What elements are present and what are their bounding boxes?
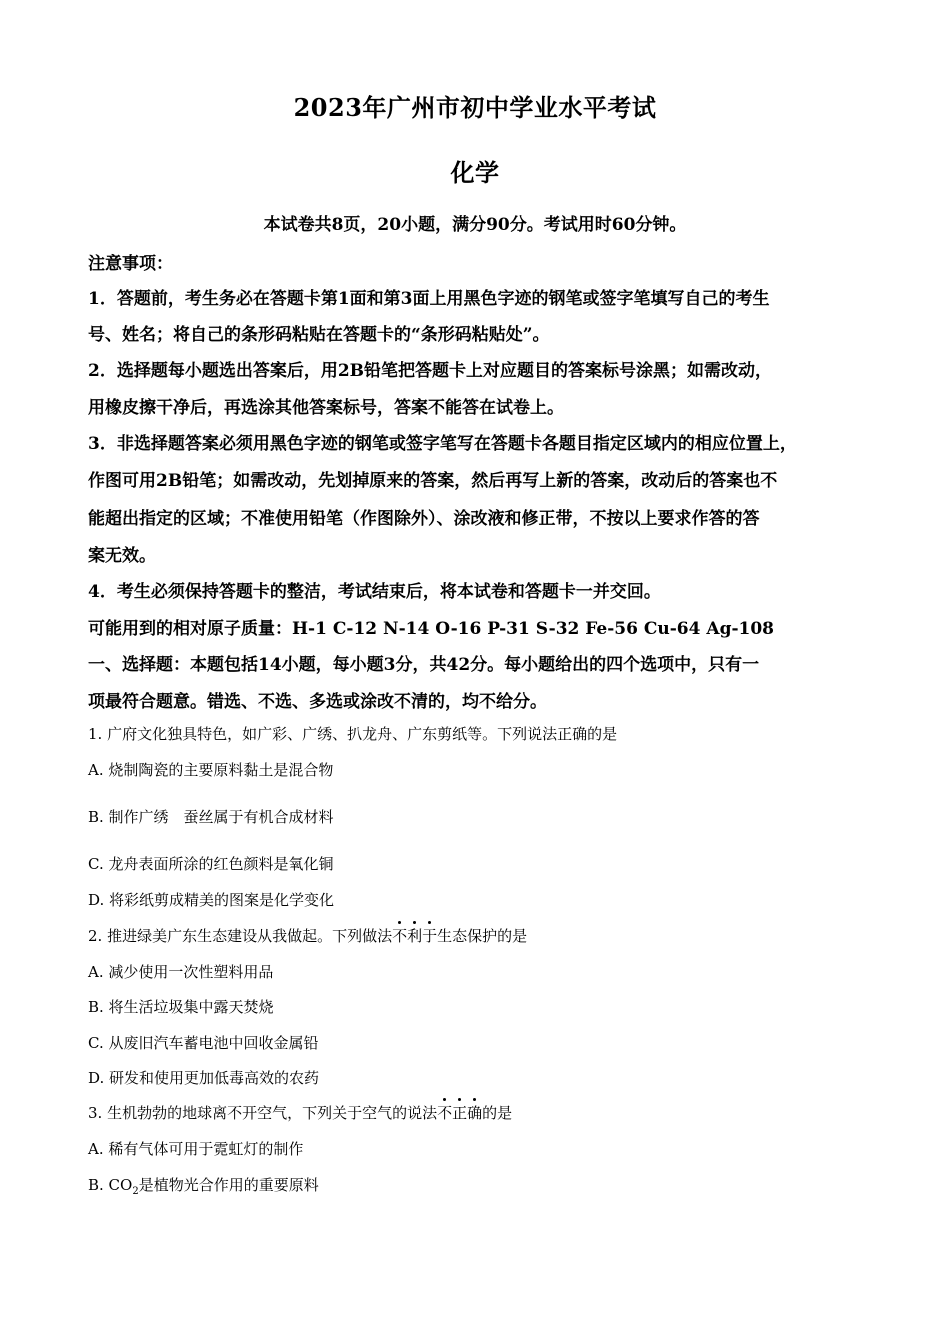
- question-2-option-d: D. 研发和使用更加低毒高效的农药: [88, 1069, 320, 1087]
- question-2-option-c: C. 从废旧汽车蓄电池中回收金属铅: [88, 1034, 319, 1052]
- question-3-stem-text: 3. 生机勃勃的地球离不开空气，下列关于空气的说法: [88, 1104, 438, 1122]
- section-instructions: 项最符合题意。错选、不选、多选或涂改不清的，均不给分。: [88, 692, 547, 712]
- note-line: 4．考生必须保持答题卡的整洁，考试结束后，将本试卷和答题卡一并交回。: [88, 582, 661, 602]
- question-3-stem: [88, 1102, 888, 1123]
- note-line: 案无效。: [88, 546, 156, 566]
- section-instructions: 一、选择题：本题包括14小题，每小题3分，共42分。每小题给出的四个选项中，只有一: [88, 655, 760, 675]
- exam-title: 2023年广州市初中学业水平考试: [293, 93, 657, 122]
- question-1-option-c: C. 龙舟表面所涂的红色颜料是氧化铜: [88, 855, 334, 873]
- notes-heading: 注意事项：: [88, 254, 173, 274]
- emphasis-char: 利: [407, 927, 423, 945]
- note-line: 号、姓名；将自己的条形码粘贴在答题卡的“条形码粘贴处”。: [88, 325, 550, 345]
- subscript: 2: [132, 1186, 139, 1197]
- question-1-option-a: A. 烧制陶瓷的主要原料黏土是混合物: [88, 761, 334, 779]
- subject-title: 化学: [450, 158, 500, 187]
- question-2-stem: [88, 925, 888, 946]
- question-2-stem-text: 2. 推进绿美广东生态建设从我做起。下列做法: [88, 927, 393, 945]
- question-1-option-d: D. 将彩纸剪成精美的图案是化学变化: [88, 891, 335, 909]
- question-1-option-b: B. 制作广绣 蚕丝属于有机合成材料: [88, 808, 334, 826]
- question-2-option-b: B. 将生活垃圾集中露天焚烧: [88, 998, 274, 1016]
- option-b-suffix: 是植物光合作用的重要原料: [138, 1176, 319, 1194]
- note-line: 1．答题前，考生务必在答题卡第1面和第3面上用黑色字迹的钢笔或签字笔填写自己的考生: [88, 289, 770, 309]
- question-2-stem-text: 生态保护的是: [437, 927, 528, 945]
- option-b-prefix: B. CO: [88, 1176, 133, 1194]
- exam-info: 本试卷共8页，20小题，满分90分。考试用时60分钟。: [263, 215, 687, 235]
- note-line: 3．非选择题答案必须用黑色字迹的钢笔或签字笔写在答题卡各题目指定区域内的相应位置上，: [88, 434, 797, 454]
- question-3-option-a: A. 稀有气体可用于霓虹灯的制作: [88, 1140, 304, 1158]
- question-2-option-a: A. 减少使用一次性塑料用品: [88, 963, 274, 981]
- question-3-option-b: [88, 1174, 888, 1195]
- question-3-stem-text: 的是: [482, 1104, 513, 1122]
- emphasis-char: 于: [422, 927, 438, 945]
- emphasis-char: 不: [392, 927, 408, 945]
- atomic-masses: 可能用到的相对原子质量：H-1 C-12 N-14 O-16 P-31 S-32 Fe-56 Cu-64 Ag-108: [88, 619, 775, 639]
- question-1-stem: 1. 广府文化独具特色，如广彩、广绣、扒龙舟、广东剪纸等。下列说法正确的是: [88, 725, 618, 743]
- note-line: 作图可用2B铅笔；如需改动，先划掉原来的答案，然后再写上新的答案，改动后的答案也不: [88, 471, 778, 491]
- note-line: 2．选择题每小题选出答案后，用2B铅笔把答题卡上对应题目的答案标号涂黑；如需改动，: [88, 361, 773, 381]
- emphasis-char: 不: [437, 1104, 453, 1122]
- note-line: 用橡皮擦干净后，再选涂其他答案标号，答案不能答在试卷上。: [88, 398, 564, 418]
- emphasis-char: 确: [467, 1104, 483, 1122]
- emphasis-char: 正: [452, 1104, 468, 1122]
- note-line: 能超出指定的区域；不准使用铅笔（作图除外）、涂改液和修正带，不按以上要求作答的答: [88, 509, 760, 529]
